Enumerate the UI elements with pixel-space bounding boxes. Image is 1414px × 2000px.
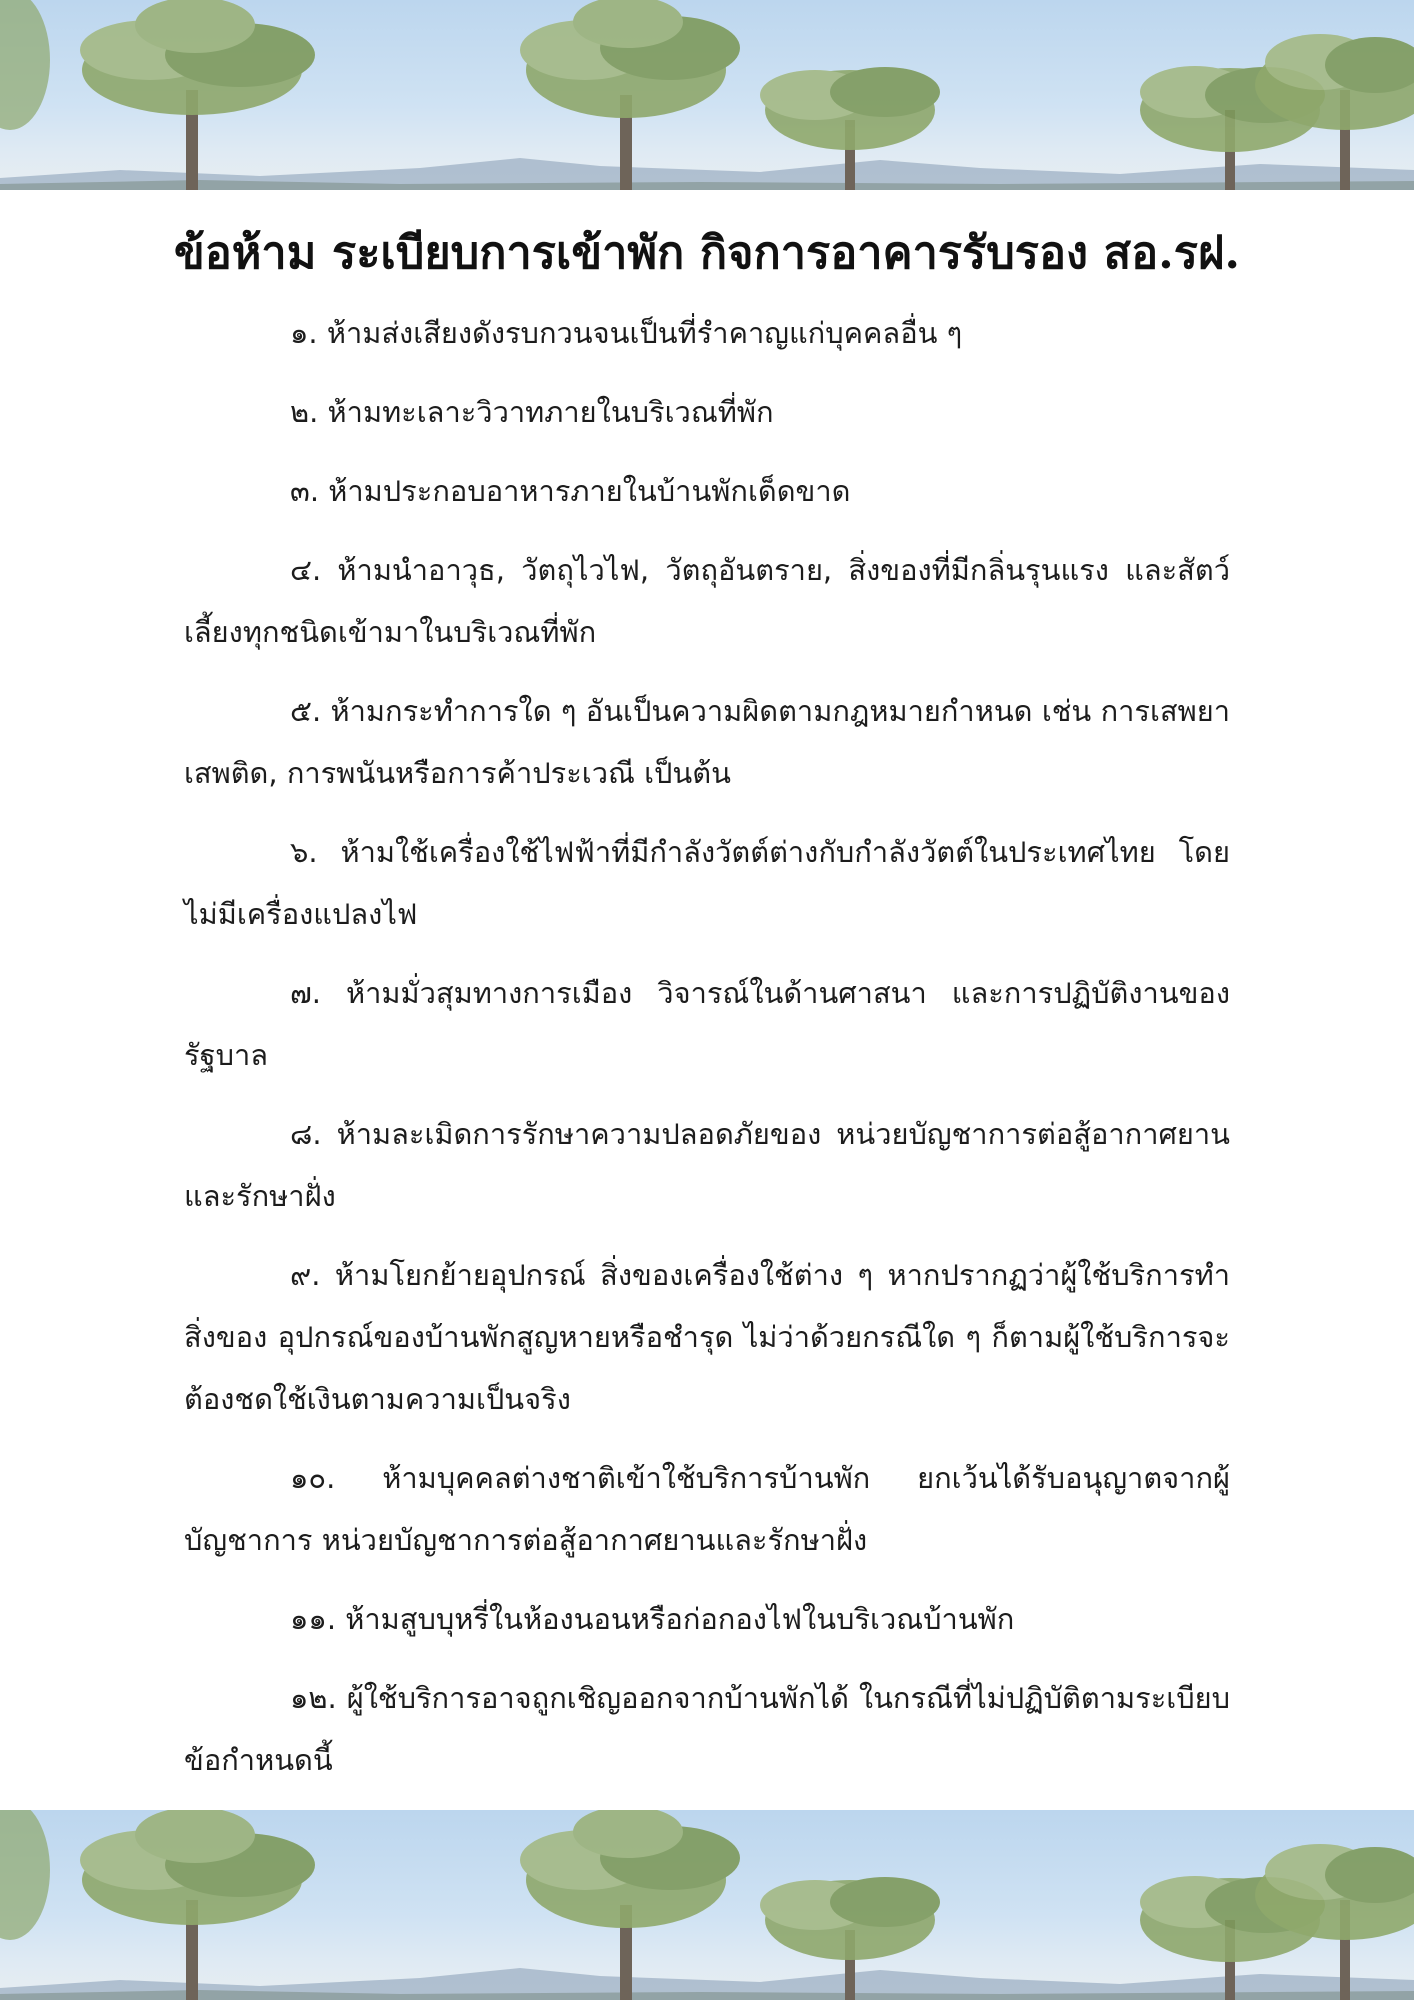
header-banner-image: [0, 0, 1414, 190]
footer-banner-image: [0, 1810, 1414, 2000]
rule-item: ๑๑. ห้ามสูบบุหรี่ในห้องนอนหรือก่อกองไฟในบริเวณบ้านพัก: [290, 1602, 1015, 1636]
rule-item: ๑๒. ผู้ใช้บริการอาจถูกเชิญออกจากบ้านพักได้ ในกรณีที่ไม่ปฏิบัติตามระเบียบข้อกำหนดนี้: [184, 1681, 1230, 1777]
palm-trees-banner: [0, 1810, 1414, 2000]
rule-item: ๘. ห้ามละเมิดการรักษาความปลอดภัยของ หน่วยบัญชาการต่อสู้อากาศยานและรักษาฝั่ง: [184, 1117, 1230, 1213]
rule-item: ๗. ห้ามมั่วสุมทางการเมือง วิจารณ์ในด้านศาสนา และการปฏิบัติงานของรัฐบาล: [184, 976, 1230, 1072]
palm-trees-banner: [0, 0, 1414, 190]
rules-list: [184, 302, 1230, 1808]
rule-item: ๖. ห้ามใช้เครื่องใช้ไฟฟ้าที่มีกำลังวัตต์ต่างกับกำลังวัตต์ในประเทศไทย โดยไม่มีเครื่องแปลงไฟ: [184, 835, 1230, 931]
rule-item: ๑๐. ห้ามบุคคลต่างชาติเข้าใช้บริการบ้านพัก ยกเว้นได้รับอนุญาตจากผู้บัญชาการ หน่วยบัญชาการต่อสู้อากาศยานและรักษาฝั่ง: [184, 1461, 1230, 1557]
rule-item: ๓. ห้ามประกอบอาหารภายในบ้านพักเด็ดขาด: [290, 474, 851, 508]
rule-item: ๑. ห้ามส่งเสียงดังรบกวนจนเป็นที่รำคาญแก่บุคคลอื่น ๆ: [290, 316, 963, 350]
rule-item: ๔. ห้ามนำอาวุธ, วัตถุไวไฟ, วัตถุอันตราย, สิ่งของที่มีกลิ่นรุนแรง และสัตว์เลี้ยงทุกชนิดเข้ามาในบริเวณที่พัก: [184, 553, 1230, 649]
rule-item: ๒. ห้ามทะเลาะวิวาทภายในบริเวณที่พัก: [290, 395, 774, 429]
rule-item: ๙. ห้ามโยกย้ายอุปกรณ์ สิ่งของเครื่องใช้ต่าง ๆ หากปรากฏว่าผู้ใช้บริการทำสิ่งของ อุปกรณ์ของบ้านพักสูญหายหรือชำรุด ไม่ว่าด้วยกรณีใด ๆ ก็ตามผู้ใช้บริการจะต้องชดใช้เงินตามความเป็นจริง: [184, 1258, 1230, 1416]
page-title: ข้อห้าม ระเบียบการเข้าพัก กิจการอาคารรับรอง สอ.รฝ.: [173, 226, 1240, 279]
rule-item: ๕. ห้ามกระทำการใด ๆ อันเป็นความผิดตามกฎหมายกำหนด เช่น การเสพยาเสพติด, การพนันหรือการค้าประเวณี เป็นต้น: [184, 694, 1230, 790]
